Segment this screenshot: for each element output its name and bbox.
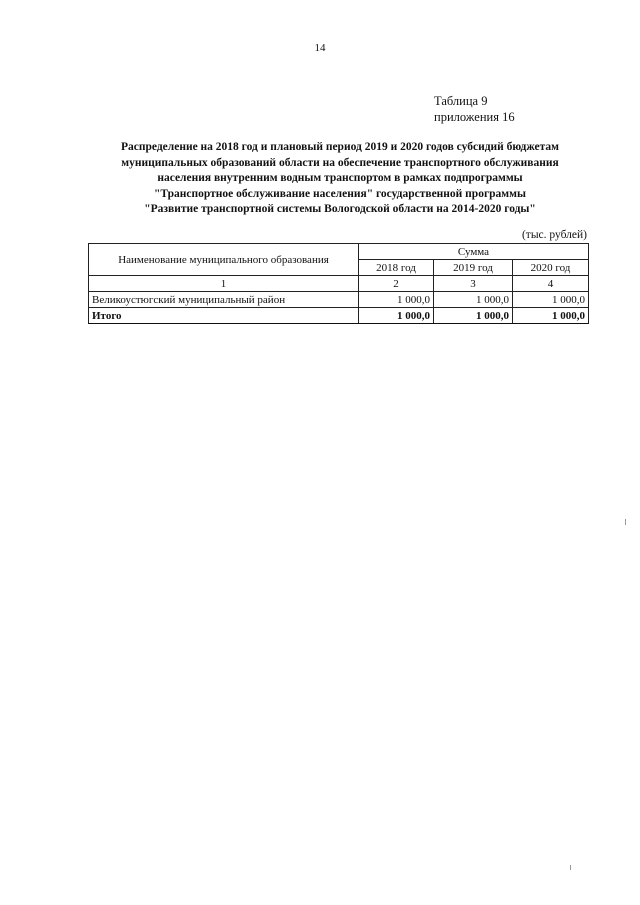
municipality-name: Великоустюгский муниципальный район bbox=[89, 292, 359, 308]
total-2020: 1 000,0 bbox=[513, 308, 589, 324]
column-number: 2 bbox=[359, 276, 434, 292]
column-number: 1 bbox=[89, 276, 359, 292]
title-line: "Транспортное обслуживание населения" государственной программы bbox=[154, 187, 526, 200]
page-number: 14 bbox=[314, 42, 326, 54]
header-year-2019: 2019 год bbox=[434, 260, 513, 276]
units-label: (тыс. рублей) bbox=[521, 229, 587, 241]
amount-2019: 1 000,0 bbox=[434, 292, 513, 308]
title-line: "Развитие транспортной системы Вологодской области на 2014-2020 годы" bbox=[144, 203, 536, 215]
table-reference bbox=[434, 93, 515, 125]
amount-2018: 1 000,0 bbox=[359, 292, 434, 308]
amount-2020: 1 000,0 bbox=[513, 292, 589, 308]
table-row bbox=[89, 292, 589, 308]
header-sum: Сумма bbox=[359, 244, 589, 260]
title-line: муниципальных образований области на обеспечение транспортного обслуживания bbox=[121, 156, 559, 169]
column-number: 3 bbox=[434, 276, 513, 292]
title-line: населения внутренним водным транспортом в рамках подпрограммы bbox=[157, 172, 523, 184]
total-label: Итого bbox=[89, 308, 359, 324]
scan-mark bbox=[625, 519, 626, 525]
appendix-reference: приложения 16 bbox=[434, 110, 515, 124]
scan-mark bbox=[570, 865, 571, 870]
header-name: Наименование муниципального образования bbox=[89, 244, 359, 276]
table-number: Таблица 9 bbox=[434, 94, 488, 108]
header-year-2018: 2018 год bbox=[359, 260, 434, 276]
total-row bbox=[89, 308, 589, 324]
document-title bbox=[90, 140, 590, 218]
total-2018: 1 000,0 bbox=[359, 308, 434, 324]
title-line: Распределение на 2018 год и плановый период 2019 и 2020 годов субсидий бюджетам bbox=[120, 141, 560, 153]
total-2019: 1 000,0 bbox=[434, 308, 513, 324]
column-number: 4 bbox=[513, 276, 589, 292]
distribution-table bbox=[88, 243, 589, 324]
header-year-2020: 2020 год bbox=[513, 260, 589, 276]
